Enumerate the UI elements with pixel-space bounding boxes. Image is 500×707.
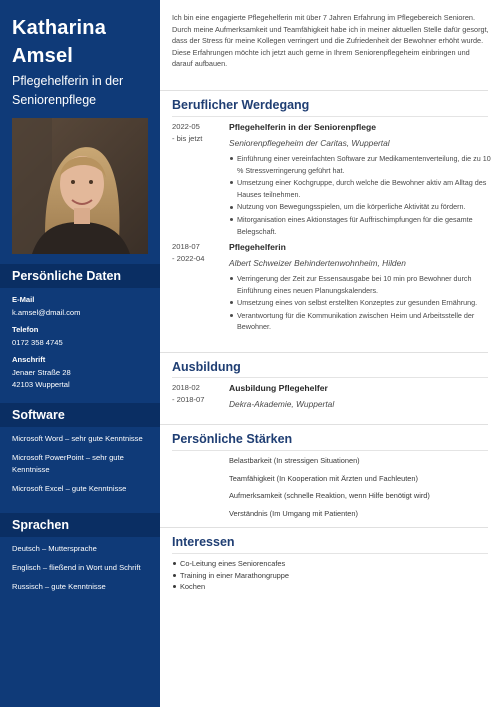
job-title: Pflegehelferin in der Seniorenpflege [12, 74, 124, 107]
bullet-item: Nutzung von Bewegungsspielen, um die körperliche Aktivität zu fördern. [229, 201, 491, 213]
date-to: - 2018-07 [172, 394, 205, 404]
last-name: Amsel [12, 45, 74, 67]
date-from: 2018-07 [172, 242, 200, 251]
entry-date [172, 121, 222, 144]
phone-number[interactable]: 0172 358 4745 [12, 338, 63, 347]
address-label: Anschrift [12, 355, 46, 364]
phone-label: Telefon [12, 325, 39, 334]
entry-body [229, 382, 491, 410]
entry-bullets [229, 153, 491, 237]
education-heading: Ausbildung [160, 352, 488, 375]
strength-item: Belastbarkeit (In stressigen Situationen) [229, 456, 360, 465]
personal-data-heading: Persönliche Daten [0, 264, 160, 288]
entry-date [172, 382, 222, 405]
section-divider [172, 377, 488, 378]
first-name: Katharina [12, 17, 107, 39]
bullet-item: Verringerung der Zeit zur Essensausgabe bei 10 min pro Bewohner durch Einführung eines neuen Planungskalenders. [229, 273, 491, 296]
language-item: Englisch – fließend in Wort und Schrift [12, 563, 141, 572]
strength-item: Teamfähigkeit (In Kooperation mit Ärzten und Fachleuten) [229, 474, 418, 483]
entry-title: Pflegehelferin in der Seniorenpflege [229, 122, 377, 132]
date-from: 2018-02 [172, 383, 200, 392]
bullet-item: Umsetzung einer Kochgruppe, durch welche die Bewohner aktiv am Alltag des Hauses teilnehmen. [229, 177, 491, 200]
address-city: 42103 Wuppertal [12, 380, 70, 389]
strength-item: Aufmerksamkeit (schnelle Reaktion, wenn Hilfe benötigt wird) [229, 491, 430, 500]
entry-bullets [229, 273, 491, 333]
entry-date [172, 241, 222, 264]
section-divider [172, 116, 488, 117]
date-from: 2022-05 [172, 122, 200, 131]
email-label: E-Mail [12, 295, 35, 304]
address-street: Jenaer Straße 28 [12, 368, 71, 377]
section-divider [172, 450, 488, 451]
personal-data [12, 294, 152, 391]
date-to: - bis jetzt [172, 133, 203, 143]
strength-item: Verständnis (Im Umgang mit Patienten) [229, 509, 358, 518]
bullet-item: Einführung einer vereinfachten Software zur Medikamentenverteilung, die zu 10 % Stressverringerung geführt hat. [229, 153, 491, 176]
intro-text: Ich bin eine engagierte Pflegehelferin mit über 7 Jahren Erfahrung im Pflegebereich Senioren. Durch meine Aufmerksamkeit und Teamfähigkeit habe ich in meiner aktuellen Stelle dafür gesorgt, dass der Stress für meine Kollegen verringert und die Zufriedenheit der Bewohner erhöht wurde. Diese Erfahrungen möchte ich jetzt auch gerne in Ihrem Seniorenpflegeheim einbringen und darauf aufbauen. [172, 13, 489, 69]
software-list [12, 433, 152, 502]
sidebar [0, 0, 160, 707]
entry-body [229, 121, 491, 238]
interests-heading: Interessen [160, 527, 488, 550]
interest-item: Co-Leitung eines Seniorencafes [172, 558, 472, 570]
languages-heading: Sprachen [0, 513, 160, 537]
interest-item: Training in einer Marathongruppe [172, 570, 472, 582]
interest-item: Kochen [172, 581, 472, 593]
experience-heading: Beruflicher Werdegang [160, 90, 488, 113]
software-heading: Software [0, 403, 160, 427]
interests-list [172, 558, 472, 593]
main-content [160, 0, 500, 707]
language-item: Deutsch – Muttersprache [12, 544, 97, 553]
entry-org: Albert Schweizer Behindertenwohnheim, Hilden [229, 258, 406, 268]
portrait-photo-icon [12, 118, 148, 254]
entry-title: Ausbildung Pflegehelfer [229, 383, 328, 393]
software-item: Microsoft Excel – gute Kenntnisse [12, 484, 127, 493]
entry-title: Pflegehelferin [229, 242, 286, 252]
email-link[interactable]: k.amsel@dmail.com [12, 308, 81, 317]
strengths-heading: Persönliche Stärken [160, 424, 488, 447]
bullet-item: Umsetzung eines von selbst erstellten Konzeptes zur gesunden Ernährung. [229, 297, 491, 309]
languages-list [12, 543, 152, 600]
language-item: Russisch – gute Kenntnisse [12, 582, 106, 591]
bullet-item: Mitorganisation eines Aktionstages für Auffrischimpfungen für die gesamte Belegschaft. [229, 214, 491, 237]
profile-photo [12, 118, 148, 254]
entry-org: Dekra-Akademie, Wuppertal [229, 399, 335, 409]
full-name [12, 14, 157, 70]
entry-org: Seniorenpflegeheim der Caritas, Wuppertal [229, 138, 390, 148]
section-divider [172, 553, 488, 554]
entry-body [229, 241, 491, 334]
date-to: - 2022-04 [172, 253, 205, 263]
software-item: Microsoft Word – sehr gute Kenntnisse [12, 434, 143, 443]
software-item: Microsoft PowerPoint – sehr gute Kenntnisse [12, 453, 124, 474]
bullet-item: Verantwortung für die Kommunikation zwischen Heim und Arbeitsstelle der Bewohner. [229, 310, 491, 333]
